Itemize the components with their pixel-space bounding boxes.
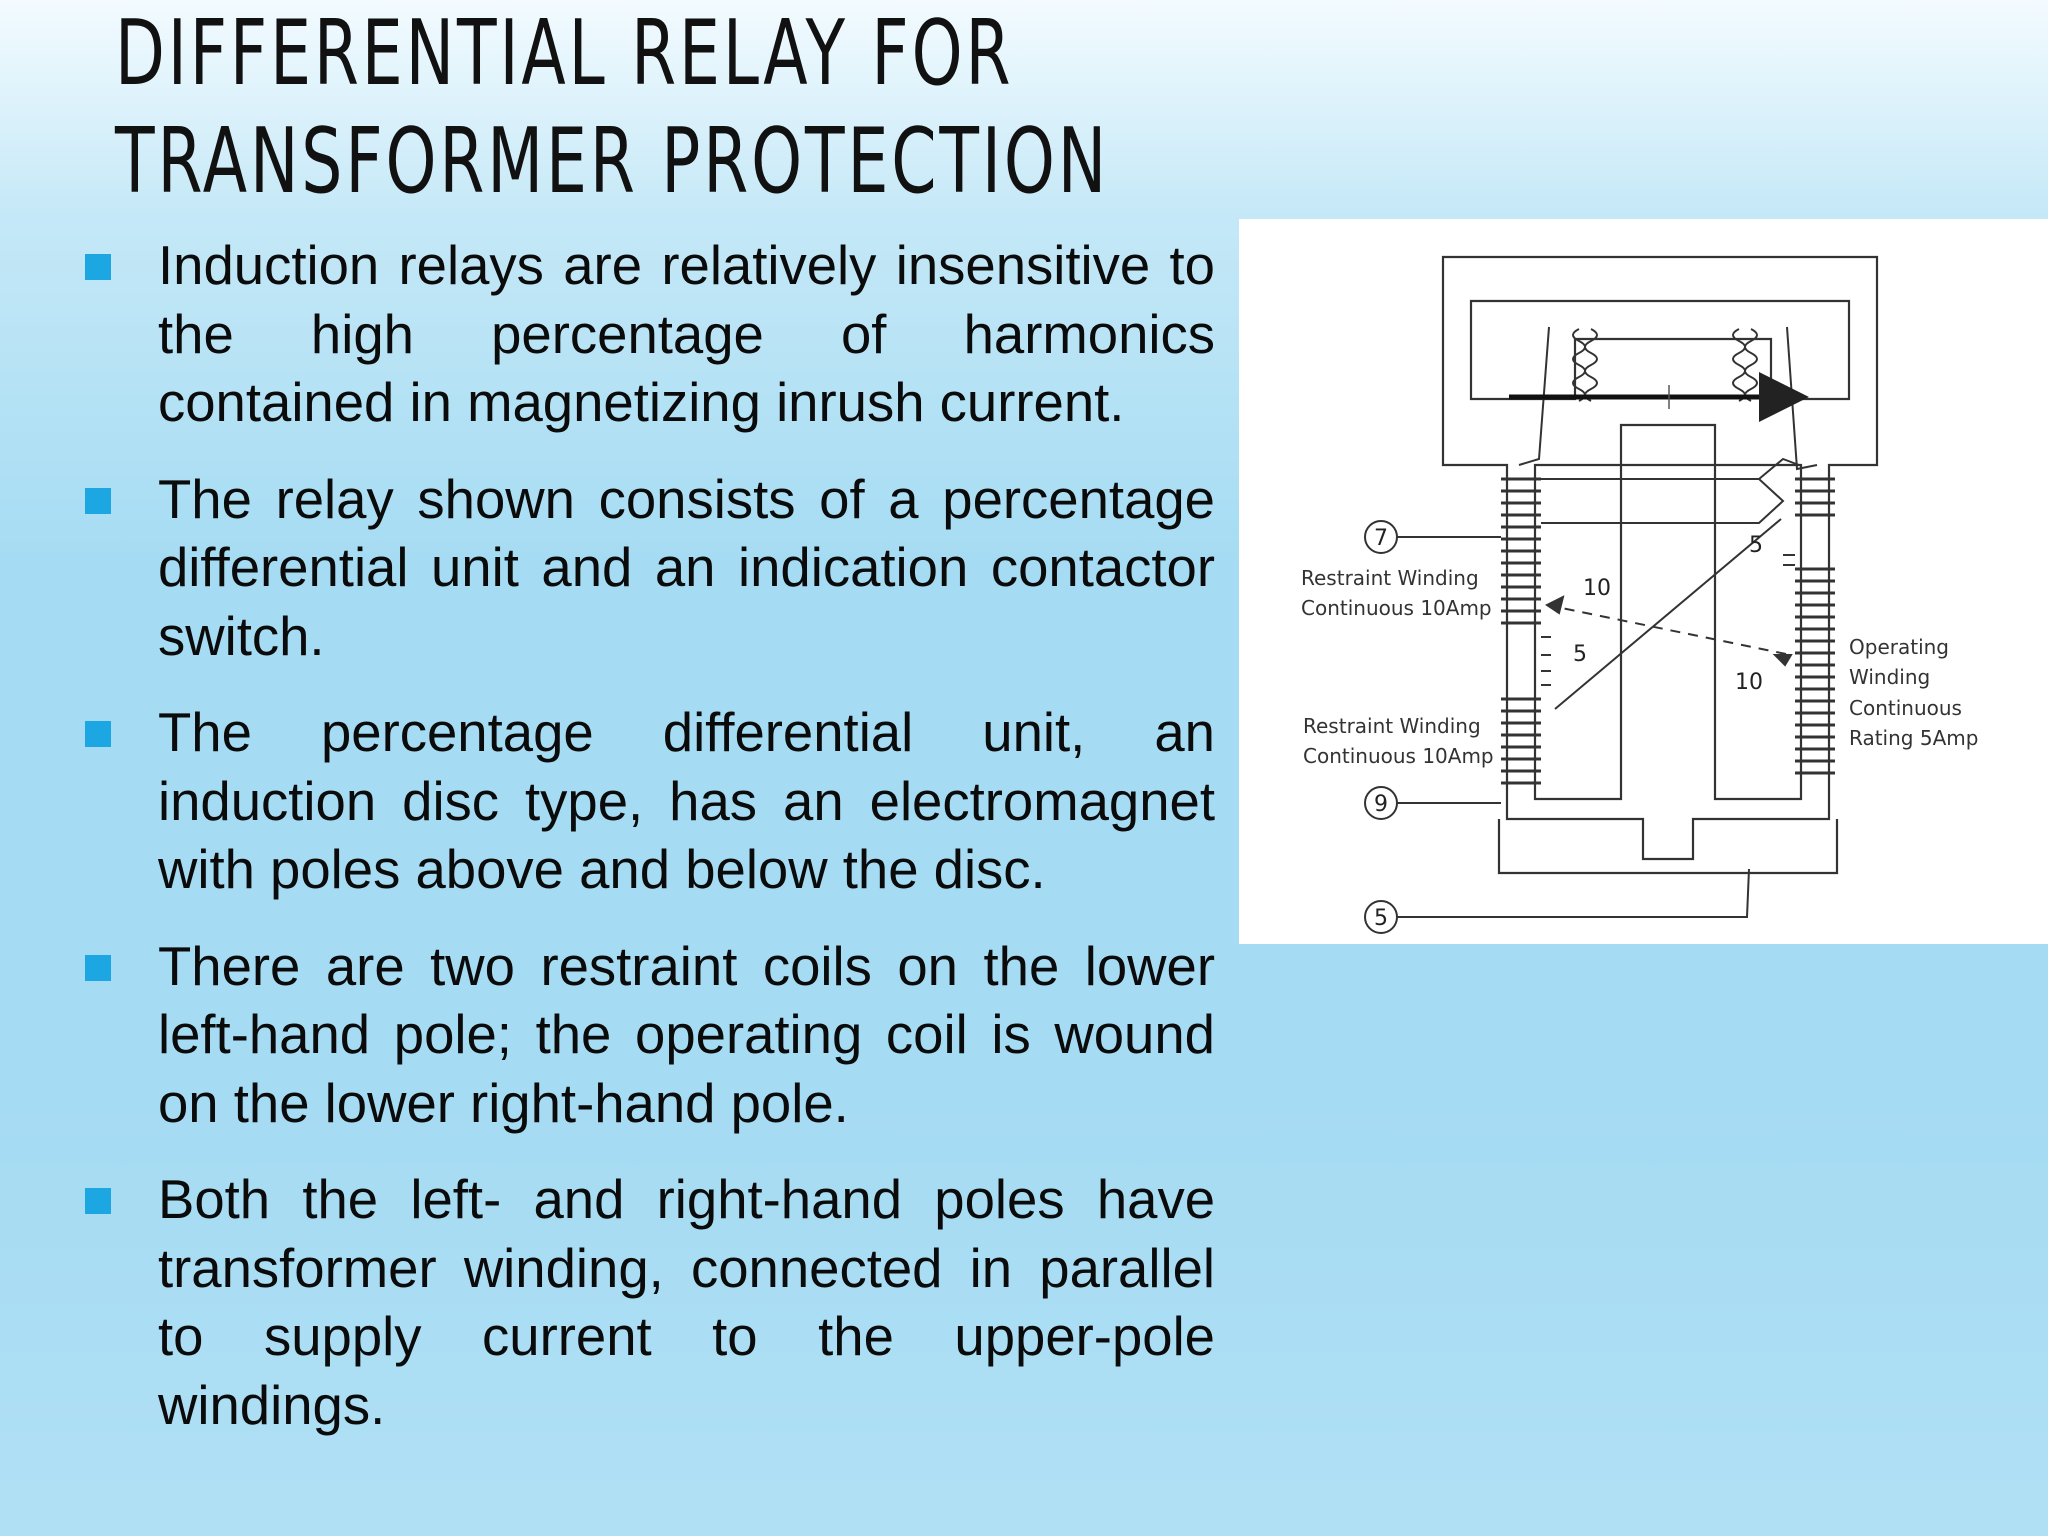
bullet-text: Both the left- and right-hand poles have transformer winding, connected in parallel to supply current to the upper-pole windings. bbox=[158, 1169, 1215, 1436]
operating-line4: Rating 5Amp bbox=[1849, 726, 1979, 750]
upper-window bbox=[1471, 301, 1849, 399]
restraint-winding-lower-label bbox=[1303, 714, 1494, 768]
relay-diagram bbox=[1239, 219, 2048, 944]
bullet-text: Induction relays are relatively insensitive to the high percentage of harmonics contained in magnetizing inrush current. bbox=[158, 235, 1215, 433]
bullet-item bbox=[0, 466, 1240, 672]
bullet-item bbox=[0, 699, 1240, 905]
bullet-text: There are two restraint coils on the lower left-hand pole; the operating coil is wound on the lower right-hand pole. bbox=[158, 935, 1215, 1134]
restraint-upper-line1: Restraint Winding bbox=[1301, 566, 1479, 590]
bullet-item bbox=[0, 933, 1240, 1139]
relay-diagram-svg bbox=[1239, 219, 2048, 944]
square-bullet-icon bbox=[85, 1188, 111, 1214]
bullet-text: The percentage differential unit, an induction disc type, has an electromagnet with poles above and below the disc. bbox=[158, 702, 1215, 900]
slide-title: DIFFERENTIAL RELAY FOR TRANSFORMER PROTECTION bbox=[115, 1, 1110, 214]
square-bullet-icon bbox=[85, 488, 111, 514]
terminal-9-label: 9 bbox=[1374, 792, 1388, 817]
tap-right-5: 5 bbox=[1749, 533, 1763, 558]
tap-left-5: 5 bbox=[1573, 642, 1587, 667]
restraint-upper-line2: Continuous 10Amp bbox=[1301, 596, 1492, 620]
terminal-9 bbox=[1365, 787, 1397, 819]
terminal-5-label: 5 bbox=[1374, 906, 1388, 931]
magnet-core bbox=[1443, 257, 1877, 859]
terminal-7 bbox=[1365, 521, 1397, 553]
square-bullet-icon bbox=[85, 955, 111, 981]
tap-left-10: 10 bbox=[1583, 576, 1611, 601]
square-bullet-icon bbox=[85, 254, 111, 280]
bullet-item bbox=[0, 1166, 1240, 1440]
terminal-5 bbox=[1365, 901, 1397, 933]
operating-winding-label bbox=[1849, 635, 1978, 750]
operating-line1: Operating bbox=[1849, 635, 1949, 659]
terminal-7-label: 7 bbox=[1374, 526, 1388, 551]
bullet-list bbox=[0, 232, 1240, 1468]
restraint-lower-line1: Restraint Winding bbox=[1303, 714, 1481, 738]
tap-right-10: 10 bbox=[1735, 670, 1763, 695]
bottom-yoke bbox=[1499, 819, 1837, 873]
bullet-text: The relay shown consists of a percentage differential unit and an indication contactor switch. bbox=[158, 468, 1215, 667]
operating-line3: Continuous bbox=[1849, 696, 1962, 720]
square-bullet-icon bbox=[85, 721, 111, 747]
bullet-item bbox=[0, 232, 1240, 438]
restraint-winding-upper-label bbox=[1301, 566, 1492, 620]
operating-line2: Winding bbox=[1849, 665, 1931, 689]
restraint-lower-line2: Continuous 10Amp bbox=[1303, 744, 1494, 768]
